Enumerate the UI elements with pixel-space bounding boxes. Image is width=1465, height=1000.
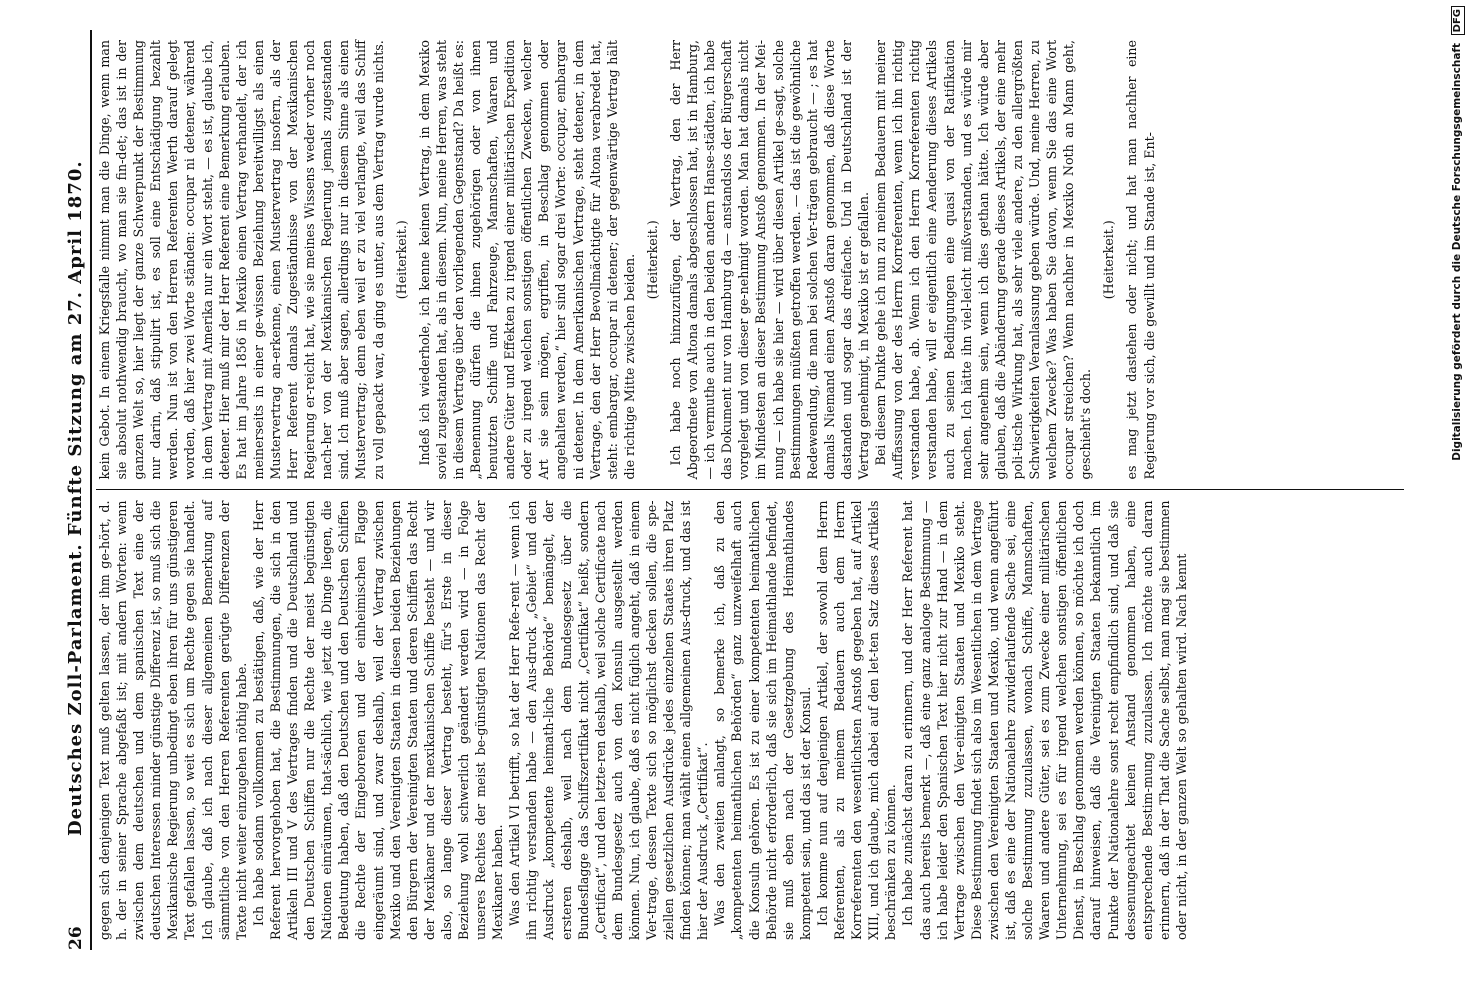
paragraph: Bei diesem Punkte gehe ich nun zu meinem Bedauern mit meiner Auffassung von der des Herrn Korreferenten, wenn ich ihn richtig verstanden habe, ab. Wenn ich den Herrn Korreferenten richtig verstanden habe, will er eigentlich eine Aenderung dieses Artikels auch zu seinen Bedingungen eine quasi von der Ratifikation machen. Ich hätte ihn viel-leicht mißverstanden, und es würde mir sehr angenehm sein, wenn ich dies gethan hätte. Ich würde aber glauben, daß die Abänderung gerade dieses Artikels, der eine mehr poli-tische Wirkung hat, als sehr viele andere, zu den allergrößten Schwierigkeiten Veranlassung geben würde. Und, meine Herren, zu welchem Zwecke? Was haben Sie davon, wenn Sie das eine Wort occupar streichen? Wenn nachher in Mexiko Noth an Mann geht, geschieht's doch. xyxy=(873,40,1094,480)
dfg-logo-icon: DFG xyxy=(1451,6,1465,35)
paragraph: Was den zweiten anlangt, so bemerke ich, daß zu den „kompetenten heimathlichen Behörden“ ganz unzweifelhaft auch die Konsuln gehören. Es ist zu einer kompetenten heimathlichen Behörde nicht erforderlich, daß sie sich im Heimathlande befindet, sie muß eben nach der Gesetzgebung des Heimathlandes kompetent sein, und das ist der Konsul. xyxy=(712,500,813,940)
paragraph: Ich komme nun auf denjenigen Artikel, der sowohl dem Herrn Referenten, als zu meinem Bedauern auch dem Herrn Korreferenten den wesentlichsten Anstoß gegeben hat, auf Artikel XIII, und ich glaube, mich dabei auf den let-ten Satz dieses Artikels beschränken zu können. xyxy=(814,500,899,940)
paragraph: gegen sich denjenigen Text muß gelten lassen, der ihm ge-hört, d. h. der in seiner Sprache abgefaßt ist; mit andern Worten: wenn zwischen dem deutschen und dem spanischen Text eine der deutschen Interessen minder günstige Differenz ist, so muß sich die Mexikanische Regierung unbedingt eben ihren für uns günstigeren Text gefallen lassen, so weit es sich um Rechte gegen sie handelt. Ich glaube, daß ich nach dieser allgemeinen Bemerkung auf sämmtliche von den Herren Referenten gerügte Differenzen der Texte nicht weiter einzugehen nöthig habe. xyxy=(97,500,249,940)
paragraph: Ich habe sodann vollkommen zu bestätigen, daß, wie der Herr Referent hervorgehoben hat, die Bestimmungen, die sich in den Artikeln III und V des Vertrages finden und die Deutschland und den Deutschen Schiffen nur die Rechte der meist begünstigten Nationen einräumen, that-sächlich, wie jetzt die Dinge liegen, die Bedeutung haben, daß den Deutschen und den Deutschen Schiffen die Rechte der Eingeborenen und der einheimischen Flagge eingeräumt sind, und zwar deshalb, weil der Vertrag zwischen Mexiko und den Vereinigten Staaten in diesen beiden Beziehungen den Bürgern der Vereinigten Staaten und deren Schiffen das Recht der Mexikaner und der mexikanischen Schiffe besteht — und wir also, so lange dieser Vertrag besteht, für's Erste in dieser Beziehung wohl schwerlich geändert werden wird — in Folge unseres Rechtes der meist be-günstigten Nationen das Recht der Mexikaner haben. xyxy=(250,500,506,940)
applause-note: (Heiterkeit.) xyxy=(1101,220,1117,300)
paragraph: kein Gebot. In einem Kriegsfalle nimmt man die Dinge, wenn man sie absolut nothwendig braucht, wo man sie fin-det; das ist in der ganzen Welt so, hier liegt der ganze Schwerpunkt der Bestimmung nur darin, daß stipulirt ist, es soll eine Entschädigung bezahlt werden. Nun ist von den Herren Referenten Werth darauf gelegt worden, daß hier zwei Worte ständen: occupar ni detener, während in dem Vertrag mit Amerika nur ein Wort steht, — es ist, glaube ich, detener. Hier muß mir der Herr Referent eine Bemerkung erlauben. Es hat im Jahre 1856 in Mexiko einen Vertrag verhandelt, der ich meinerseits in einer ge-wissen Beziehung bereitwilligst als einen Mustervertrag an-erkenne, einen Mustervertrag insofern, als der Herr Referent damals Zugeständnisse von der Mexikanischen Regierung er-reicht hat, wie sie meines Wissens weder vorher noch nach-her von der Mexikanischen Regierung jemals zugestanden sind. Ich muß aber sagen, allerdings nur in diesem Sinne als einen Mustervertrag; denn eben weil er zu viel verlangte, weil das Schiff zu voll gepackt war, da ging es unter, aus dem Vertrag wurde nichts. xyxy=(97,40,386,480)
digitization-note xyxy=(1451,6,1465,996)
paragraph: Ich habe noch hinzuzufügen, der Vertrag, den der Herr Abgeordnete von Altona damals abgeschlossen hat, ist in Hamburg, — ich vermuthe auch in den beiden andern Hanse-städten, ich habe das Dokument nur von Hamburg da — anstandslos der Bürgerschaft vorgelegt und von dieser ge-nehmigt worden. Man hat damals nicht im Mindesten an dieser Bestimmung Anstoß genommen. In der Mei-nung — ich habe sie hier — wird über diesen Artikel ge-sagt, solche Bestimmungen müßten getroffen werden. — das ist die gewöhnliche Redewendung, die man bei solchen Ver-trägen gebraucht — ; es hat damals Niemand einen Anstoß daran genommen, daß diese Worte dastanden und sogar das dreifache. Und in Deutschland ist der Vertrag genehmigt, in Mexiko ist er gefallen. xyxy=(668,40,872,480)
funding-note: Digitalisierung gefördert durch die Deutsche Forschungsgemeinschaft xyxy=(1451,43,1463,461)
right-column xyxy=(96,30,1404,491)
paragraph: es mag jetzt dastehen oder nicht; und hat man nachher eine Regierung vor sich, die gewillt und im Stande ist, Ent- xyxy=(1124,40,1157,480)
document-page xyxy=(50,20,1410,960)
page-header xyxy=(50,30,92,950)
paragraph: Ich habe zunächst daran zu erinnern, und der Herr Referent hat das auch bereits bemerkt —, daß eine ganz analoge Bestimmung — ich habe leider den Spanischen Text hier nicht zur Hand — in dem Vertrage zwischen den Ver-einigten Staaten und Mexiko steht. Diese Bestimmung findet sich also im Wesentlichen in dem Vertrage zwischen den Vereinigten Staaten und Mexiko, und wenn angeführt ist, daß es eine der Nationalehre zuwiderlaufende Sache sei, eine solche Bestimmung zuzulassen, wonach Schiffe, Mannschaften, Waaren und andere Güter, sei es zum Zwecke einer militärischen Unternehmung, sei es für irgend welchen sonstigen öffentlichen Dienst, in Beschlag genommen werden können, so möchte ich doch darauf hinweisen, daß die Vereinigten Staaten bekanntlich im Punkte der Nationalehre sonst recht empfindlich sind, und daß sie dessenungeachtet keinen Anstand genommen haben, eine entsprechende Bestim-mung zuzulassen. Ich möchte auch daran erinnern, daß in der That die Sache selbst, man mag sie bestimmen oder nicht, in der ganzen Welt so gehalten wird. Nach kennt xyxy=(900,500,1189,940)
applause-note: (Heiterkeit.) xyxy=(393,220,409,300)
page-title: Deutsches Zoll-Parlament. Fünfte Sitzung am 27. April 1870. xyxy=(65,160,86,836)
text-columns xyxy=(96,30,1404,950)
paragraph: Indeß ich wiederhole, ich kenne keinen Vertrag, in dem Mexiko soviel zugestanden hat, als in diesem. Nun, meine Herren, was steht in diesem Vertrage über den vorliegenden Gegenstand? Da heißt es: „Benennung dürfen die ihnen zugehörigen oder von ihnen benutzten Schiffe und Fahrzeuge, Mannschaften, Waaren und andere Güter und Effekten zu irgend einer militärischen Expedition oder zu irgend welchen sonstigen öffentlichen Zwecken, welcher Art sie sein mögen, ergriffen, in Beschlag genommen oder angehalten werden,“ hier sind sogar drei Worte: occupar, embargar ni detener. In dem Amerikanischen Vertrage, steht detener, in dem Vertrage, den der Herr Bevollmächtigte für Altona verabredet hat, steht: embargar, occupar ni detener; der gegenwärtige Vertrag hält die richtige Mitte zwischen beiden. xyxy=(416,40,637,480)
applause-note: (Heiterkeit.) xyxy=(644,220,660,300)
page-number: 26 xyxy=(66,926,86,950)
digitization-sidebar xyxy=(1433,0,1463,1000)
paragraph: Was den Artikel VI betrifft, so hat der Herr Refe-rent — wenn ich ihn richtig verstanden habe — den Aus-druck „Gebiet“ und den Ausdruck „kompetente heimath-liche Behörde“ bemängelt, der ersteren deshalb, weil nach dem Bundesgesetz über die Bundesflagge das Schiffszertifikat nicht „Certifikat“ heißt, sondern „Certificat“, und den letzte-ren deshalb, weil solche Certificate nach dem Bundesgesetz auch von den Konsuln ausgestellt werden können. Nun, ich glaube, daß es nicht füglich angeht, daß in einem Ver-trage, dessen Texte sich so möglichst decken sollen, die spe-ziellen gesetzlichen Ausdrücke jedes einzelnen Staates ihren Platz finden können; man wählt einen allgemeinen Aus-druck, und das ist hier der Ausdruck „Certifikat“. xyxy=(507,500,711,940)
left-column xyxy=(96,491,1404,951)
